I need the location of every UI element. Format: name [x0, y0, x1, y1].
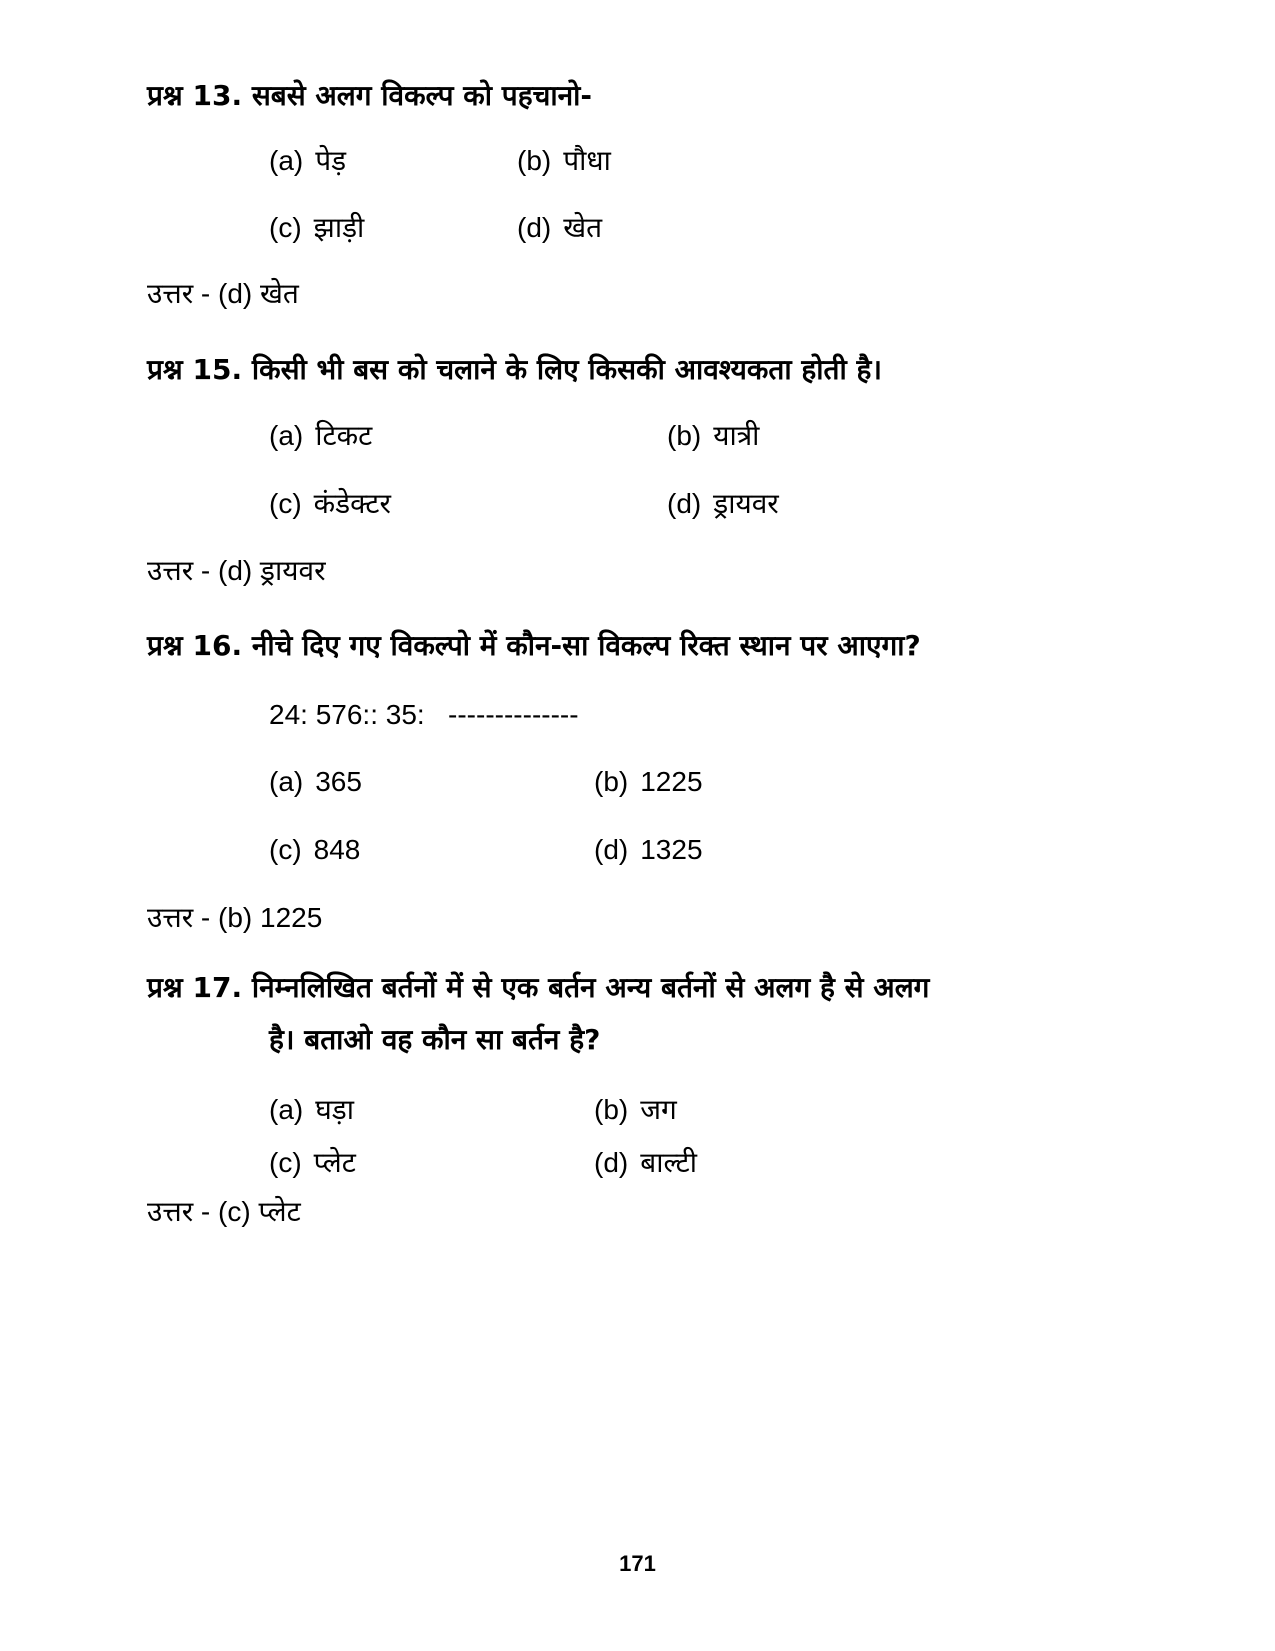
option-c: [269, 486, 391, 522]
option-label: (a): [269, 420, 304, 451]
option-label: (a): [269, 145, 304, 176]
option-text: कंडेक्टर: [313, 488, 391, 519]
option-label: (b): [517, 145, 552, 176]
answer-17: उत्तर - (c) प्लेट: [147, 1196, 301, 1227]
answer-13: उत्तर - (d) खेत: [147, 278, 299, 309]
option-d: [517, 210, 602, 246]
option-d: [594, 1145, 697, 1181]
page-number: 171: [619, 1551, 656, 1576]
option-c: [269, 210, 364, 246]
option-text: टिकट: [315, 420, 373, 451]
option-label: (b): [594, 1094, 629, 1125]
option-text: बाल्टी: [640, 1147, 698, 1178]
option-label: (c): [269, 834, 302, 865]
option-label: (a): [269, 766, 304, 797]
option-text: 1325: [640, 834, 703, 865]
option-text: खेत: [563, 212, 603, 243]
question-16-title: प्रश्न 16. नीचे दिए गए विकल्पो में कौन-सा विकल्प रिक्त स्थान पर आएगा?: [147, 629, 921, 662]
option-b: [517, 143, 611, 179]
option-text: ड्रायवर: [713, 488, 779, 519]
option-label: (d): [667, 488, 702, 519]
question-15-title: प्रश्न 15. किसी भी बस को चलाने के लिए किसकी आवश्यकता होती है।: [147, 353, 882, 386]
option-c: [269, 832, 360, 868]
option-b: [594, 764, 703, 800]
option-a: [269, 1092, 354, 1128]
option-text: प्लेट: [313, 1147, 356, 1178]
option-a: [269, 143, 346, 179]
question-17-title: प्रश्न 17. निम्नलिखित बर्तनों में से एक बर्तन अन्य बर्तनों से अलग है से अलग: [147, 971, 930, 1004]
answer-16: उत्तर - (b) 1225: [147, 902, 323, 933]
option-a: [269, 418, 372, 454]
option-label: (c): [269, 212, 302, 243]
option-text: घड़ा: [315, 1094, 355, 1125]
option-text: 848: [313, 834, 361, 865]
option-text: यात्री: [713, 420, 760, 451]
option-label: (b): [667, 420, 702, 451]
option-text: पेड़: [315, 145, 347, 176]
option-c: [269, 1145, 356, 1181]
question-13-title: प्रश्न 13. सबसे अलग विकल्प को पहचानो-: [147, 79, 593, 112]
option-label: (d): [594, 834, 629, 865]
answer-15: उत्तर - (d) ड्रायवर: [147, 555, 326, 586]
option-text: जग: [640, 1094, 677, 1125]
option-text: 1225: [640, 766, 703, 797]
option-label: (b): [594, 766, 629, 797]
option-label: (a): [269, 1094, 304, 1125]
option-b: [594, 1092, 677, 1128]
ratio-prompt: 24: 576:: 35: --------------: [269, 699, 579, 730]
option-text: 365: [315, 766, 362, 797]
option-label: (c): [269, 1147, 302, 1178]
option-b: [667, 418, 759, 454]
option-d: [594, 832, 703, 868]
question-17-title-cont: है। बताओ वह कौन सा बर्तन है?: [269, 1023, 601, 1056]
option-a: [269, 764, 362, 800]
option-text: झाड़ी: [313, 212, 365, 243]
option-text: पौधा: [563, 145, 611, 176]
option-label: (d): [594, 1147, 629, 1178]
option-label: (c): [269, 488, 302, 519]
option-d: [667, 486, 779, 522]
option-label: (d): [517, 212, 552, 243]
